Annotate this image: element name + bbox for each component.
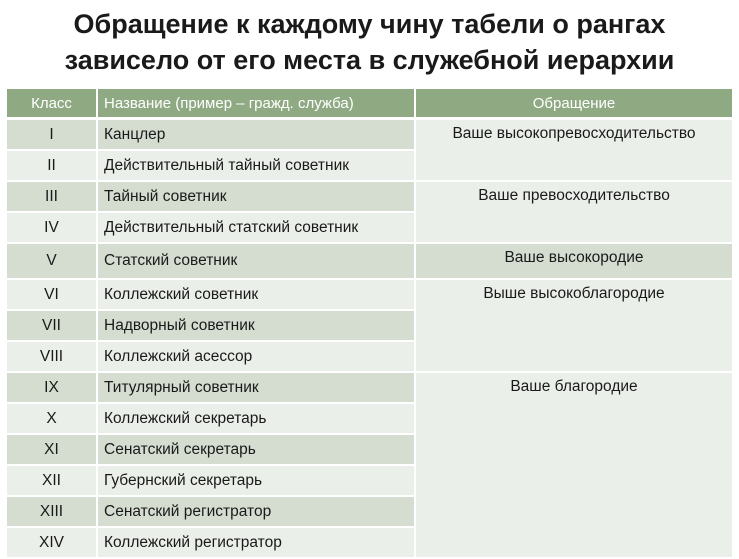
header-address: Обращение <box>415 89 732 119</box>
class-cell: XI <box>7 434 97 465</box>
name-cell: Сенатский секретарь <box>97 434 415 465</box>
class-cell: VIII <box>7 341 97 372</box>
class-cell: II <box>7 150 97 181</box>
class-cell: I <box>7 119 97 151</box>
table-row <box>7 119 732 151</box>
name-cell: Действительный статский советник <box>97 212 415 243</box>
name-cell: Канцлер <box>97 119 415 151</box>
name-cell: Титулярный советник <box>97 372 415 403</box>
class-cell: V <box>7 243 97 279</box>
name-cell: Коллежский секретарь <box>97 403 415 434</box>
header-name: Название (пример – гражд. служба) <box>97 89 415 119</box>
table-row <box>7 372 732 403</box>
header-class: Класс <box>7 89 97 119</box>
name-cell: Коллежский регистратор <box>97 527 415 558</box>
title-line-1: Обращение к каждому чину табели о рангах <box>73 9 666 39</box>
class-cell: IX <box>7 372 97 403</box>
class-cell: IV <box>7 212 97 243</box>
address-cell: Выше высокоблагородие <box>415 279 732 372</box>
title-line-2: зависело от его места в служебной иерархии <box>64 45 675 75</box>
address-cell: Ваше превосходительство <box>415 181 732 243</box>
table-row <box>7 181 732 212</box>
class-cell: III <box>7 181 97 212</box>
table-row <box>7 243 732 279</box>
class-cell: XII <box>7 465 97 496</box>
name-cell: Тайный советник <box>97 181 415 212</box>
class-cell: VII <box>7 310 97 341</box>
address-cell: Ваше благородие <box>415 372 732 558</box>
ranks-table <box>7 89 732 559</box>
class-cell: XIII <box>7 496 97 527</box>
name-cell: Надворный советник <box>97 310 415 341</box>
address-cell: Ваше высокопревосходительство <box>415 119 732 182</box>
address-cell: Ваше высокородие <box>415 243 732 279</box>
class-cell: X <box>7 403 97 434</box>
name-cell: Коллежский советник <box>97 279 415 310</box>
table-row <box>7 279 732 310</box>
class-cell: XIV <box>7 527 97 558</box>
name-cell: Сенатский регистратор <box>97 496 415 527</box>
page-title <box>0 0 739 84</box>
name-cell: Губернский секретарь <box>97 465 415 496</box>
name-cell: Коллежский асессор <box>97 341 415 372</box>
name-cell: Действительный тайный советник <box>97 150 415 181</box>
table-header-row <box>7 89 732 119</box>
class-cell: VI <box>7 279 97 310</box>
name-cell: Статский советник <box>97 243 415 279</box>
